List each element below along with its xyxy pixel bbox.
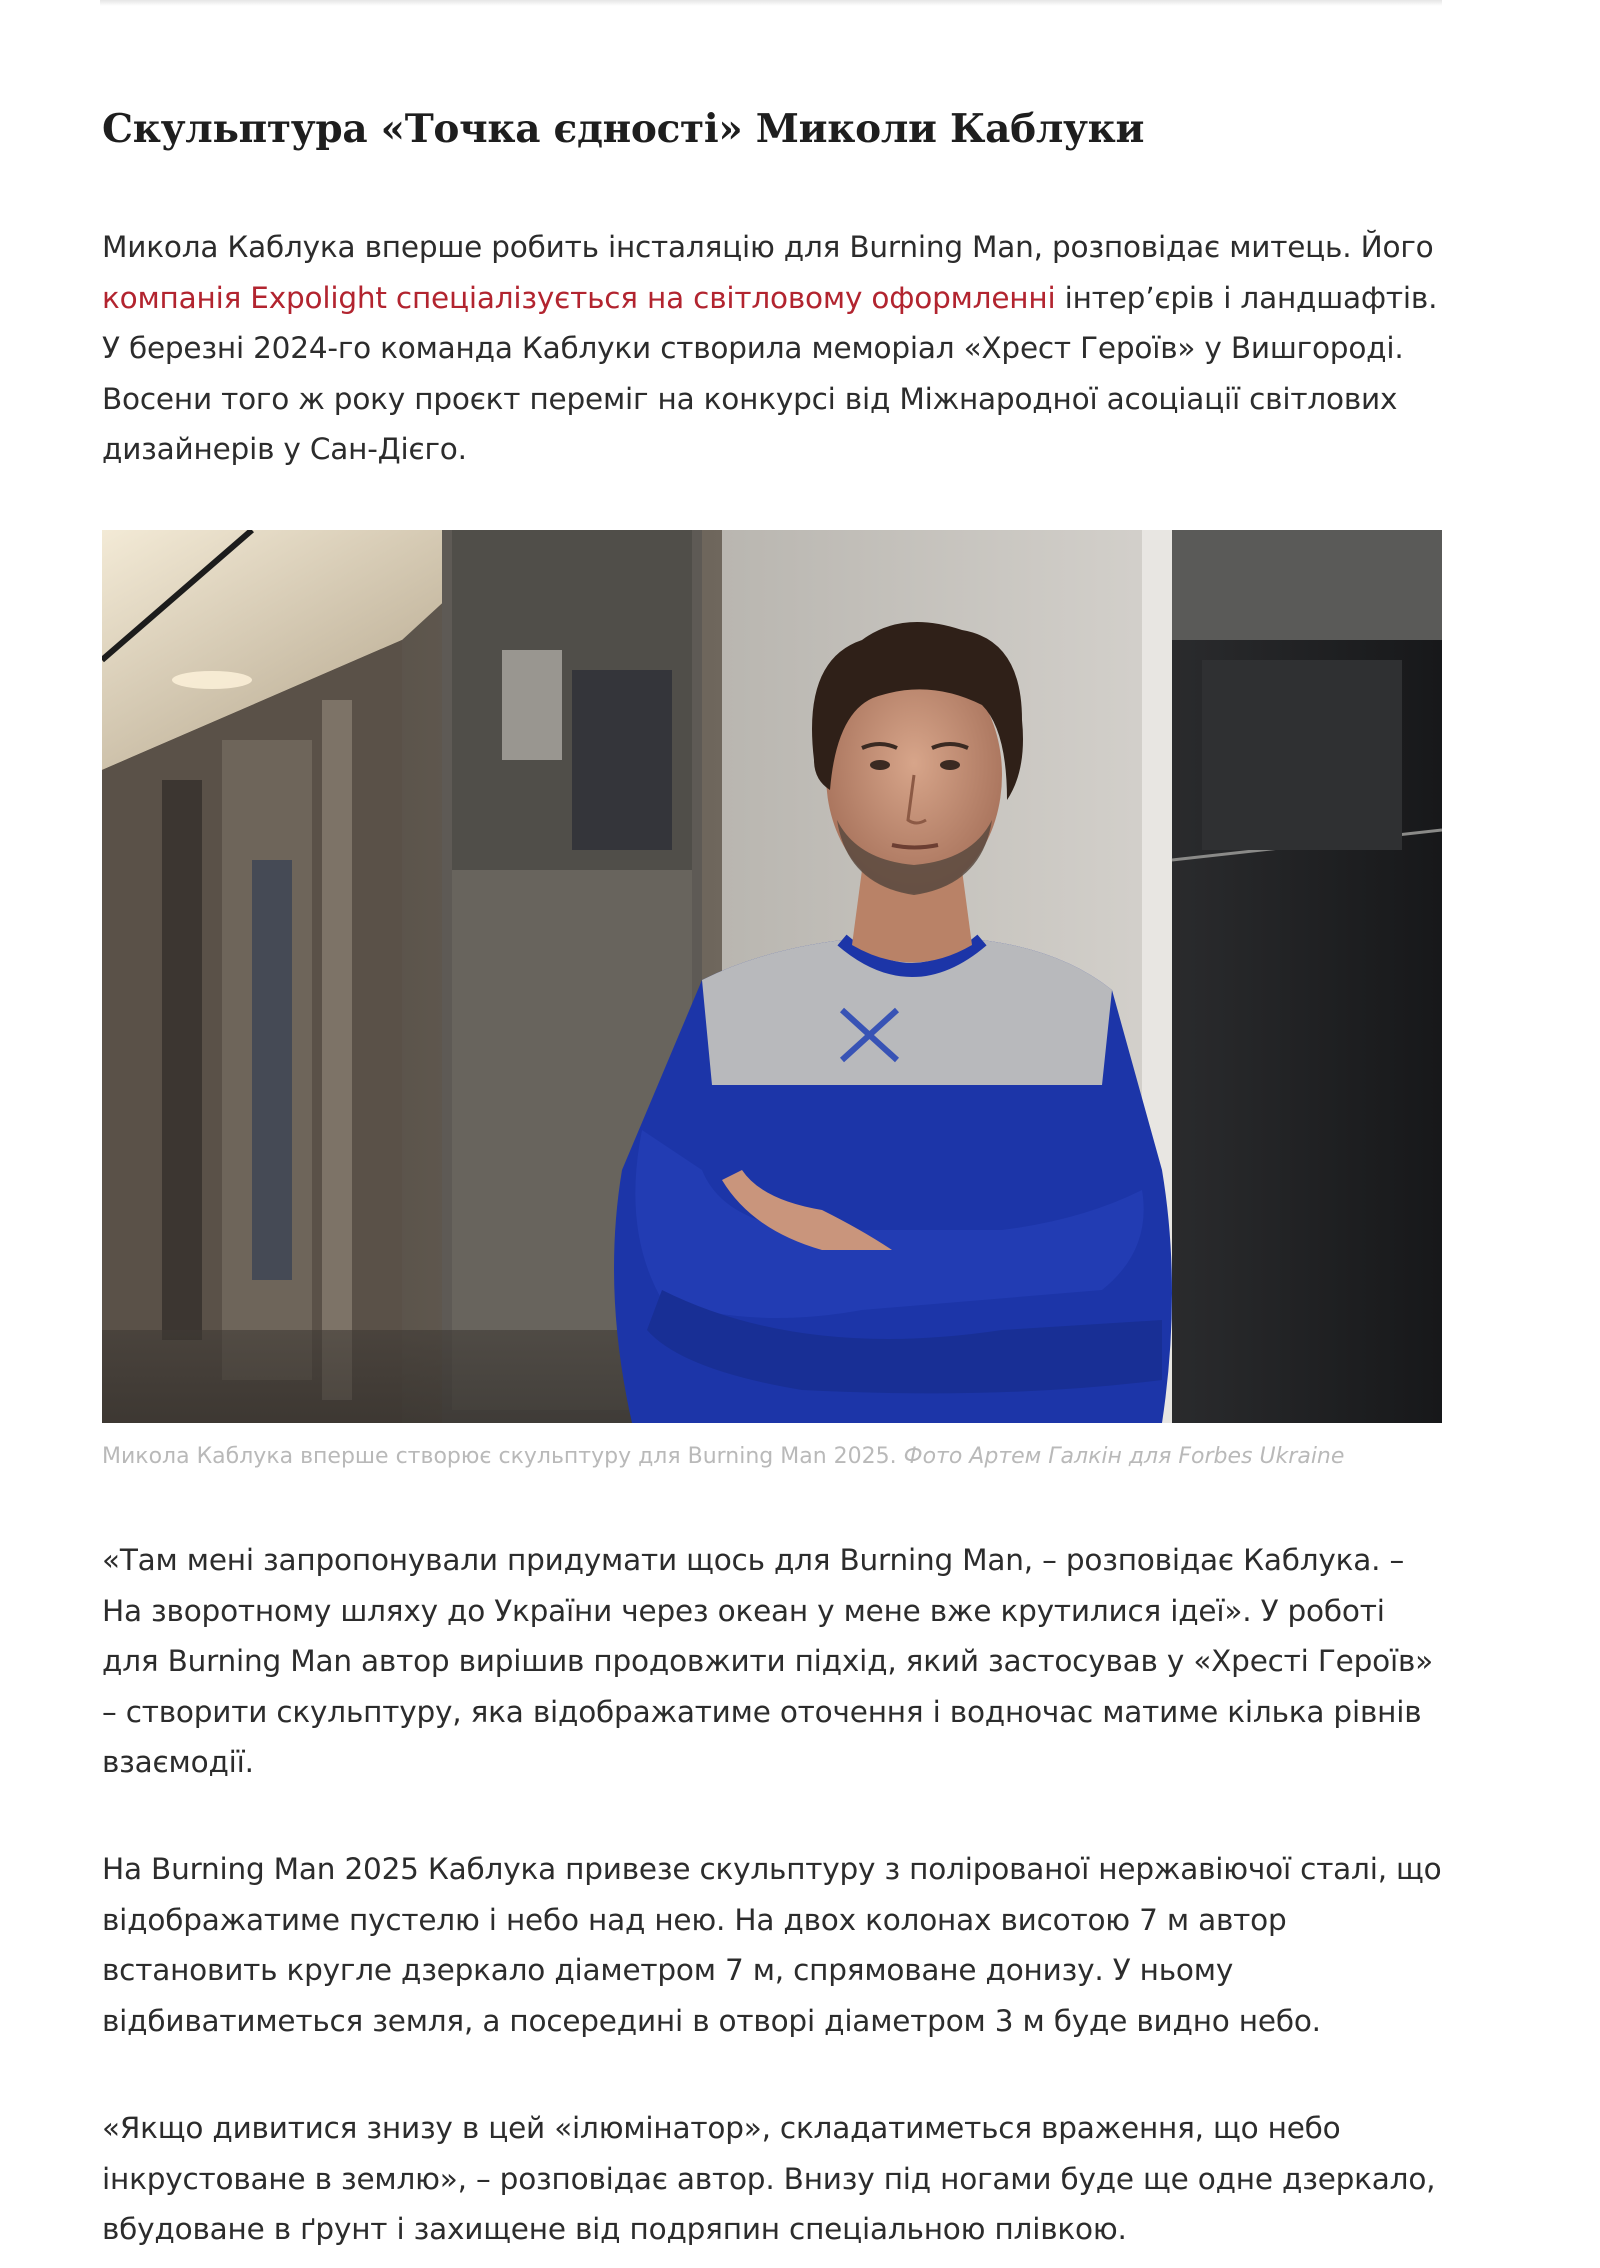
- paragraph-intro: [102, 222, 1442, 475]
- portrait-photo: [102, 530, 1442, 1423]
- expolight-link[interactable]: компанія Expolight спеціалізується на світловому оформленні: [102, 280, 1056, 315]
- paragraph: «Якщо дивитися знизу в цей «ілюмінатор», складатиметься враження, що небо інкрустоване в землю», – розповідає автор. Внизу під ногами буде ще одне дзеркало, вбудоване в ґрунт і захищене від подряпин спеціальною плівкою.: [102, 2111, 1436, 2246]
- caption-text: Микола Каблука вперше створює скульптуру для Burning Man 2025.: [102, 1444, 897, 1469]
- paragraph: На Burning Man 2025 Каблука привезе скульптуру з полірованої нержавіючої сталі, що відображатиме пустелю і небо над нею. На двох колонах висотою 7 м автор встановить кругле дзеркало діаметром 7 м, спрямоване донизу. У ньому відбиватиметься земля, а посередині в отворі діаметром 3 м буде видно небо.: [102, 1852, 1442, 2038]
- section-heading: Скульптура «Точка єдності» Миколи Каблуки: [102, 106, 1145, 152]
- photo-credit: Фото Артем Галкін для Forbes Ukraine: [903, 1444, 1345, 1469]
- photo-caption: [102, 1443, 1442, 1472]
- paragraph-text: інтер’єрів і ландшафтів. У березні 2024-го команда Каблуки створила меморіал «Хрест Героїв» у Вишгороді. Восени того ж року проєкт переміг на конкурсі від Міжнародної асоціації світлових дизайнерів у Сан-Дієго.: [102, 280, 1438, 466]
- top-shadow: [100, 0, 1442, 6]
- paragraph-text: Микола Каблука вперше робить інсталяцію для Burning Man, розповідає митець. Його: [102, 230, 1434, 264]
- paragraph: «Там мені запропонували придумати щось для Burning Man, – розповідає Каблука. – На зворотному шляху до України через океан у мене вже крутилися ідеї». У роботі для Burning Man автор вирішив продовжити підхід, який застосував у «Хресті Героїв» – створити скульптуру, яка відображатиме оточення і водночас матиме кілька рівнів взаємодії.: [102, 1543, 1433, 1779]
